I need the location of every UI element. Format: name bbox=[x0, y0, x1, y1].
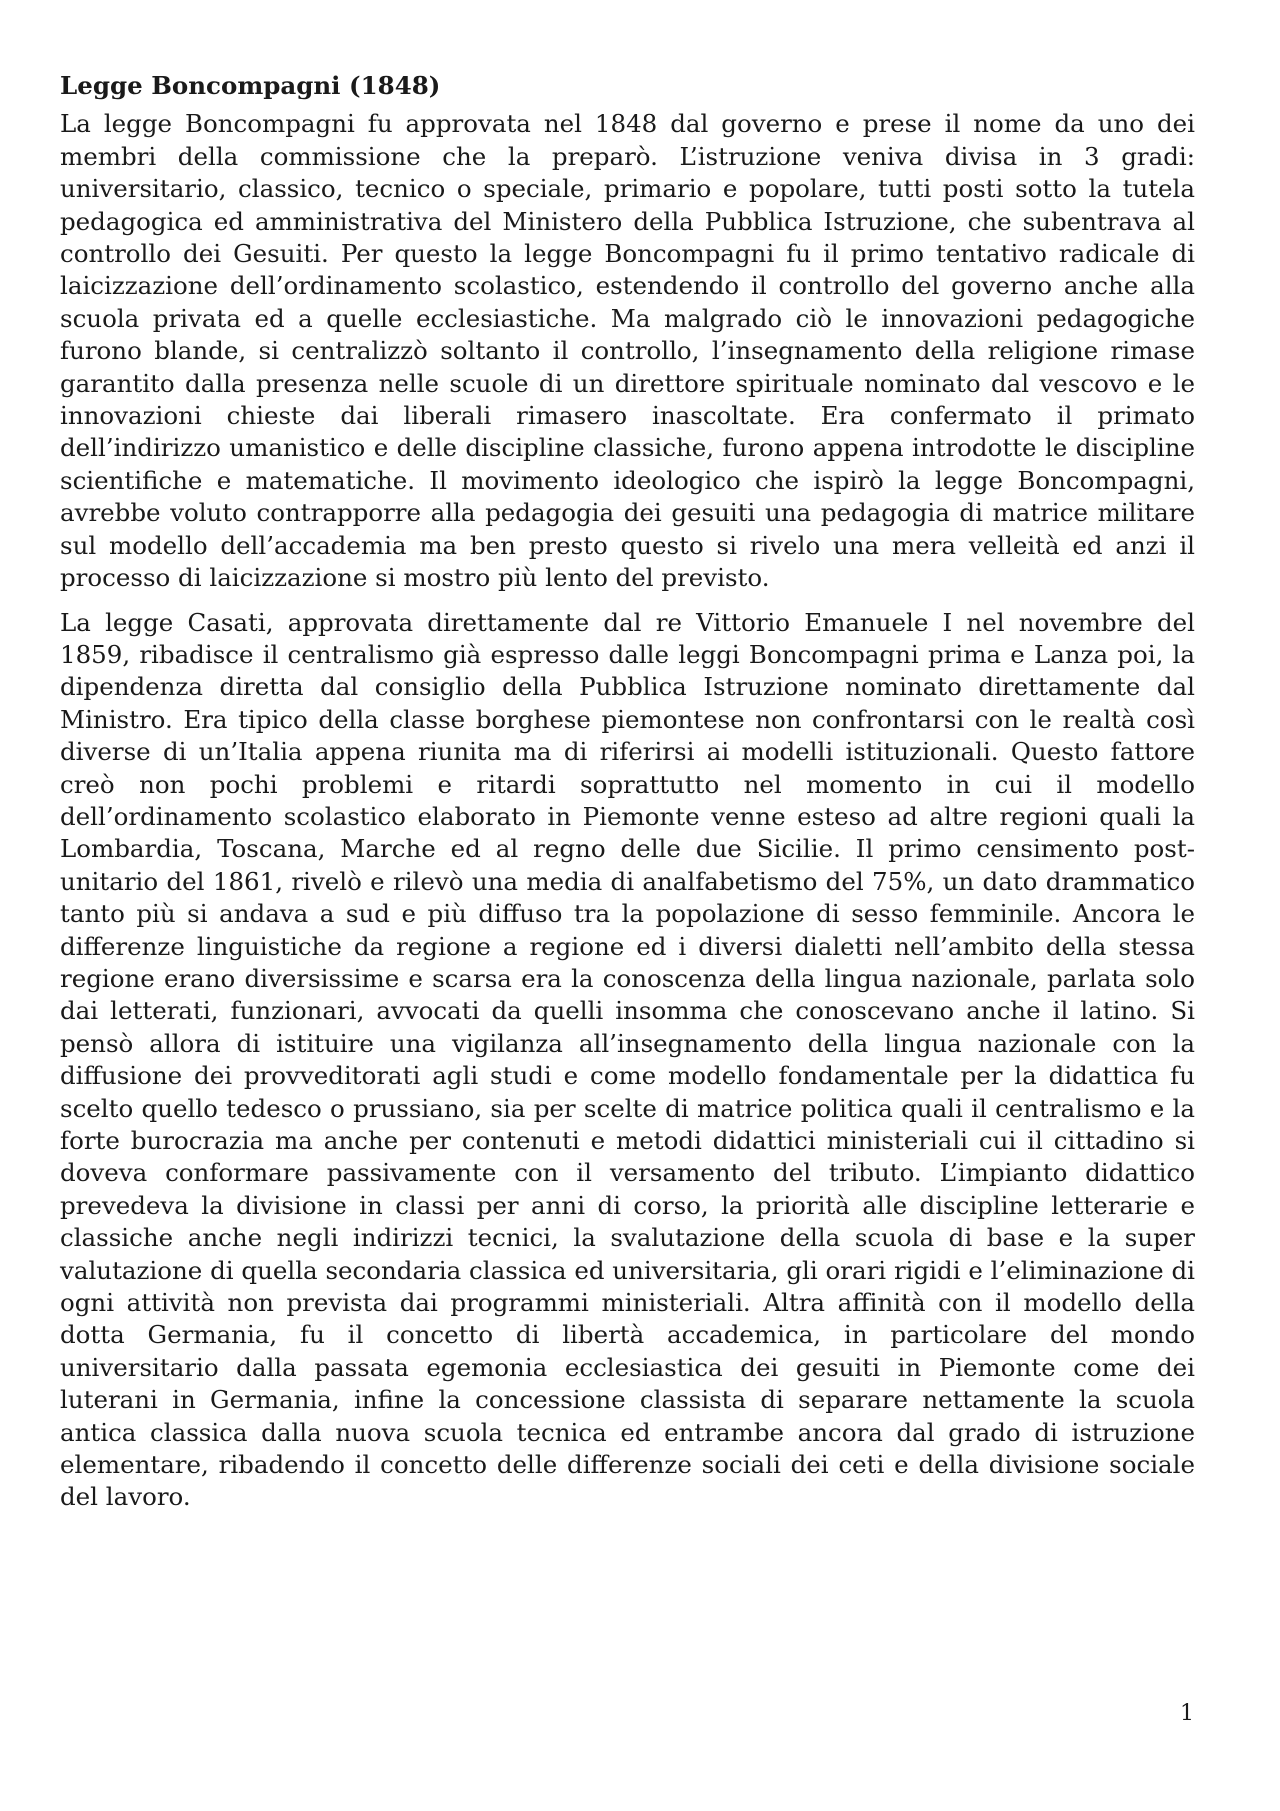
paragraph-casati: La legge Casati, approvata direttamente dal re Vittorio Emanuele I nel novembre del 1859, ribadisce il centralismo già espresso dalle leggi Boncompagni prima e Lanza poi, la dipendenza diretta dal consiglio della Pubblica Istruzione nominato direttamente dal Ministro. Era tipico della classe borghese piemontese non confrontarsi con le realtà così diverse di un’Italia appena riunita ma di riferirsi ai modelli istituzionali. Questo fattore creò non pochi problemi e ritardi soprattutto nel momento in cui il modello dell’ordinamento scolastico elaborato in Piemonte venne esteso ad altre regioni quali la Lombardia, Toscana, Marche ed al regno delle due Sicilie. Il primo censimento post-unitario del 1861, rivelò e rilevò una media di analfabetismo del 75%, un dato drammatico tanto più si andava a sud e più diffuso tra la popolazione di sesso femminile. Ancora le differenze linguistiche da regione a regione ed i diversi dialetti nell’ambito della stessa regione erano diversissime e scarsa era la conoscenza della lingua nazionale, parlata solo dai letterati, funzionari, avvocati da quelli insomma che conoscevano anche il latino. Si pensò allora di istituire una vigilanza all’insegnamento della lingua nazionale con la diffusione dei provveditorati agli studi e come modello fondamentale per la didattica fu scelto quello tedesco o prussiano, sia per scelte di matrice politica quali il centralismo e la forte burocrazia ma anche per contenuti e metodi didattici ministeriali cui il cittadino si doveva conformare passivamente con il versamento del tributo. L’impianto didattico prevedeva la divisione in classi per anni di corso, la priorità alle discipline letterarie e classiche anche negli indirizzi tecnici, la svalutazione della scuola di base e la super valutazione di quella secondaria classica ed universitaria, gli orari rigidi e l’eliminazione di ogni attività non prevista dai programmi ministeriali. Altra affinità con il modello della dotta Germania, fu il concetto di libertà accademica, in particolare del mondo universitario dalla passata egemonia ecclesiastica dei gesuiti in Piemonte come dei luterani in Germania, infine la concessione classista di separare nettamente la scuola antica classica dalla nuova scuola tecnica ed entrambe ancora dal grado di istruzione elementare, ribadendo il concetto delle differenze sociali dei ceti e della divisione sociale del lavoro. bbox=[60, 607, 1195, 1512]
section-title: Legge Boncompagni (1848) bbox=[60, 71, 441, 100]
paragraph-boncompagni: La legge Boncompagni fu approvata nel 1848 dal governo e prese il nome da uno dei membri della commissione che la preparò. L’istruzione veniva divisa in 3 gradi: universitario, classico, tecnico o speciale, primario e popolare, tutti posti sotto la tutela pedagogica ed amministrativa del Ministero della Pubblica Istruzione, che subentrava al controllo dei Gesuiti. Per questo la legge Boncompagni fu il primo tentativo radicale di laicizzazione dell’ordinamento scolastico, estendendo il controllo del governo anche alla scuola privata ed a quelle ecclesiastiche. Ma malgrado ciò le innovazioni pedagogiche furono blande, si centralizzò soltanto il controllo, l’insegnamento della religione rimase garantito dalla presenza nelle scuole di un direttore spirituale nominato dal vescovo e le innovazioni chieste dai liberali rimasero inascoltate. Era confermato il primato dell’indirizzo umanistico e delle discipline classiche, furono appena introdotte le discipline scientifiche e matematiche. Il movimento ideologico che ispirò la legge Boncompagni, avrebbe voluto contrapporre alla pedagogia dei gesuiti una pedagogia di matrice militare sul modello dell’accademia ma ben presto questo si rivelo una mera velleità ed anzi il processo di laicizzazione si mostro più lento del previsto. bbox=[60, 109, 1195, 593]
document-body bbox=[60, 70, 1195, 1526]
page-number: 1 bbox=[1180, 1701, 1194, 1726]
